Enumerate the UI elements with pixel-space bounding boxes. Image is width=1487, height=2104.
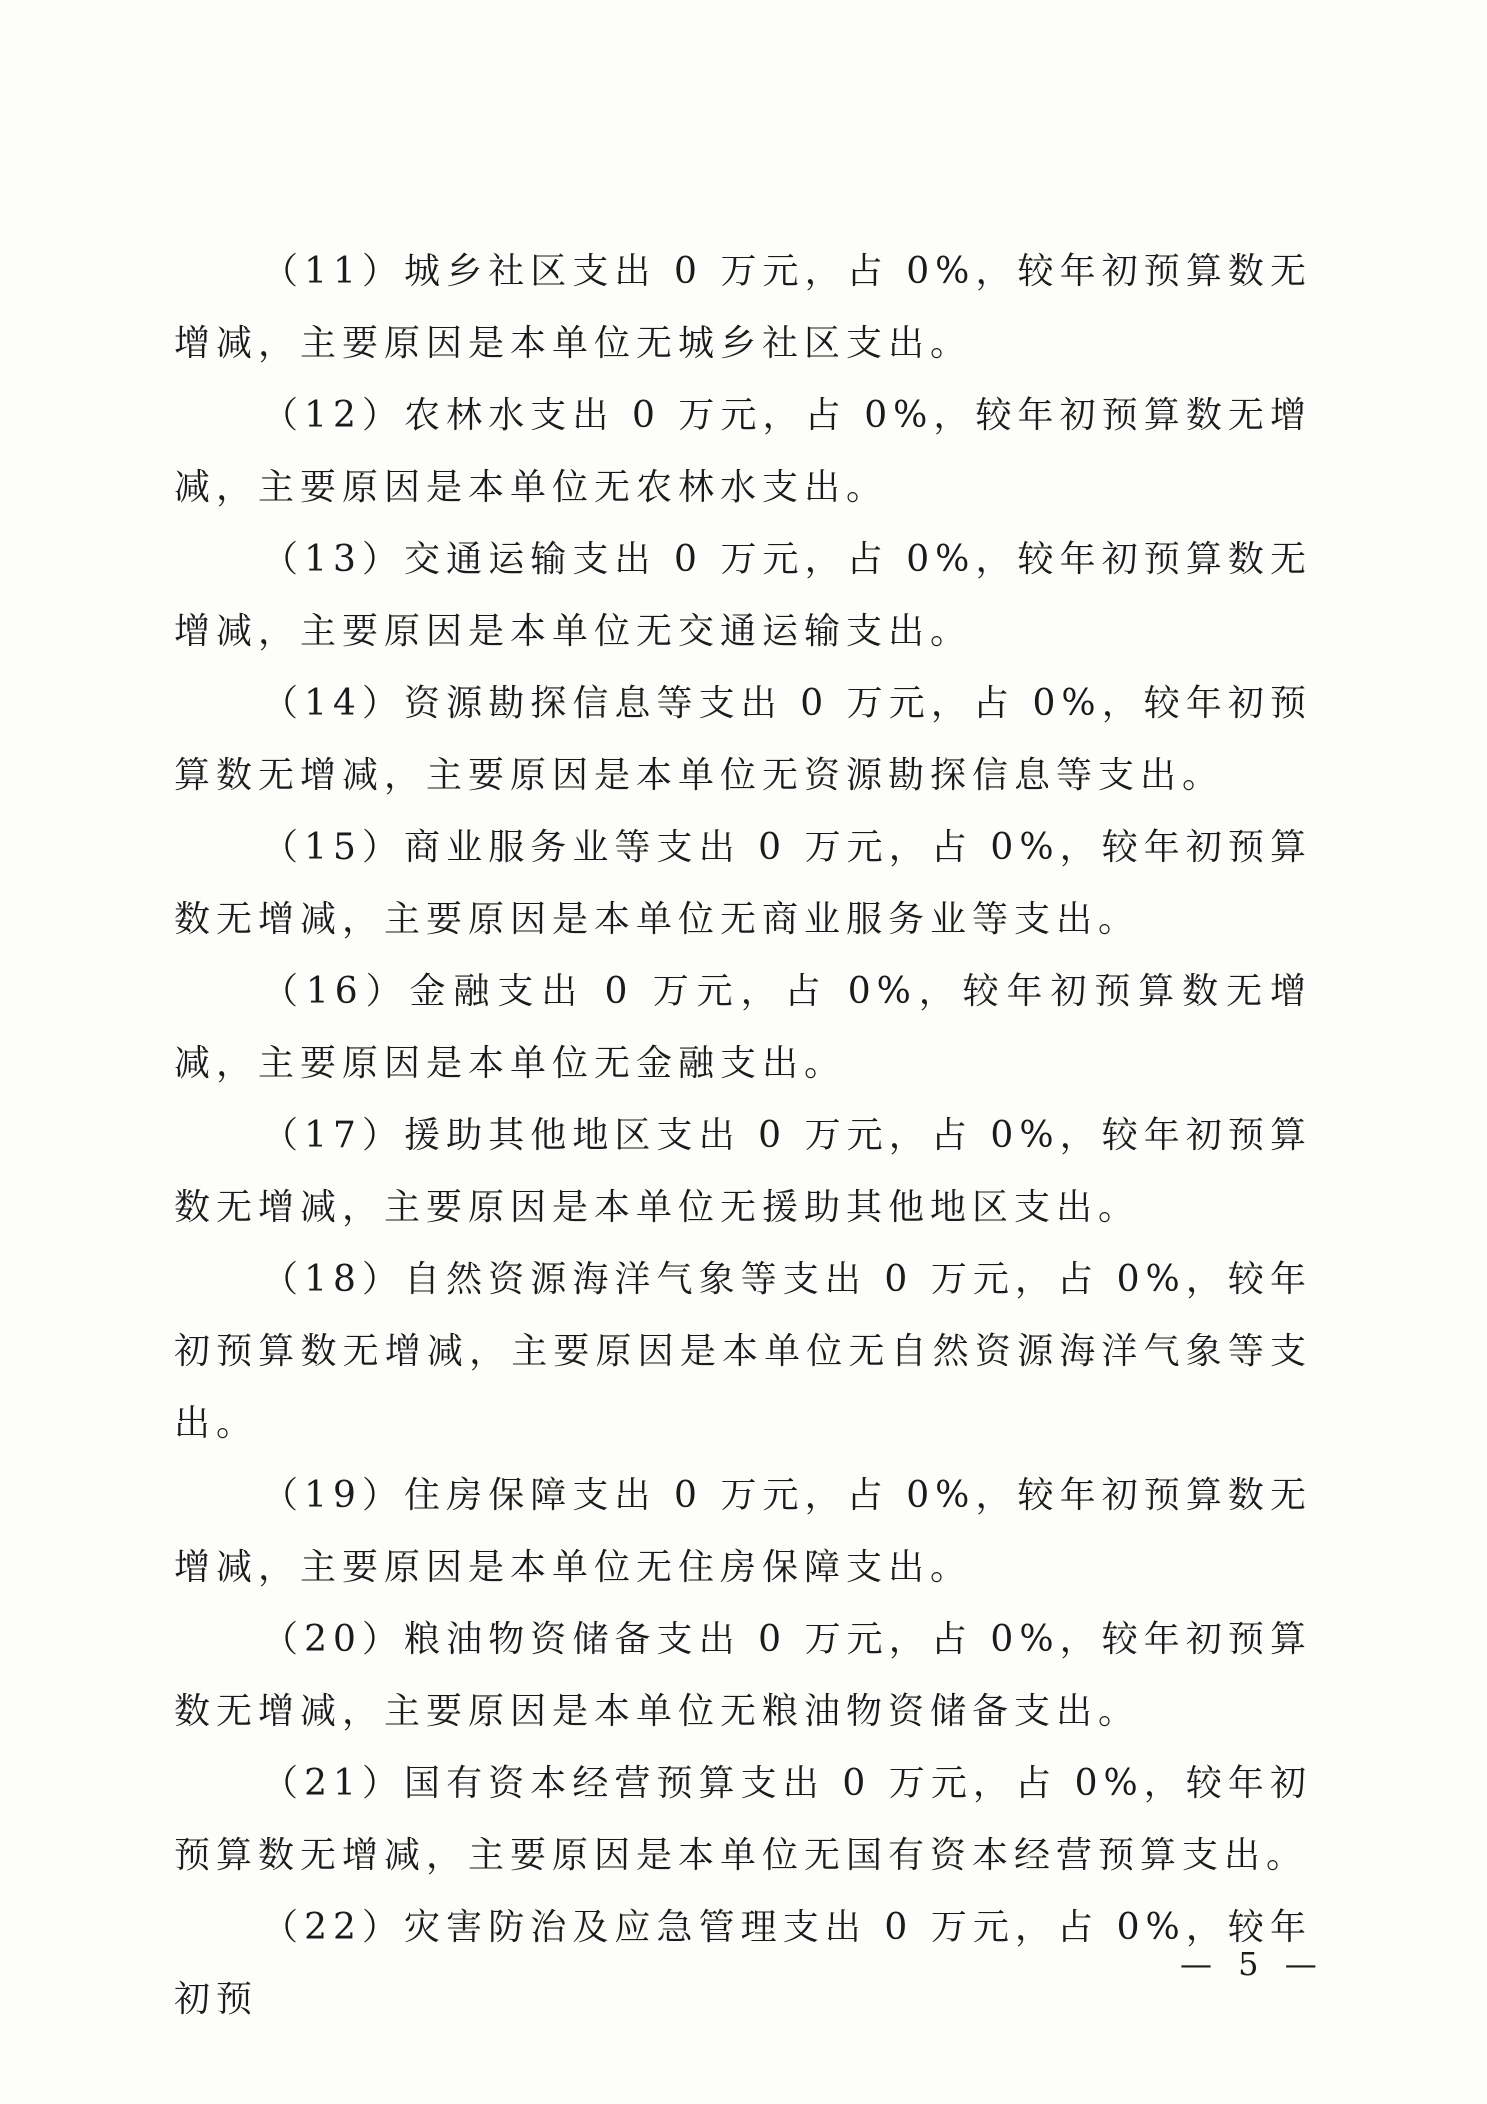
- paragraph-15: （15）商业服务业等支出 0 万元，占 0%，较年初预算数无增减，主要原因是本单位无商业服务业等支出。: [174, 827, 1312, 940]
- paragraph-14: （14）资源勘探信息等支出 0 万元，占 0%，较年初预算数无增减，主要原因是本单位无资源勘探信息等支出。: [174, 683, 1312, 796]
- body-text: [174, 236, 1312, 2036]
- paragraph-17: （17）援助其他地区支出 0 万元，占 0%，较年初预算数无增减，主要原因是本单位无援助其他地区支出。: [174, 1115, 1312, 1228]
- paragraph-16: （16）金融支出 0 万元，占 0%，较年初预算数无增减，主要原因是本单位无金融支出。: [174, 971, 1312, 1084]
- paragraph-12: （12）农林水支出 0 万元，占 0%，较年初预算数无增减，主要原因是本单位无农林水支出。: [174, 395, 1312, 508]
- paragraph-19: （19）住房保障支出 0 万元，占 0%，较年初预算数无增减，主要原因是本单位无住房保障支出。: [174, 1475, 1312, 1588]
- paragraph-21: （21）国有资本经营预算支出 0 万元，占 0%，较年初预算数无增减，主要原因是本单位无国有资本经营预算支出。: [174, 1763, 1312, 1876]
- paragraph-13: （13）交通运输支出 0 万元，占 0%，较年初预算数无增减，主要原因是本单位无交通运输支出。: [174, 539, 1312, 652]
- paragraph-22: （22）灾害防治及应急管理支出 0 万元，占 0%，较年初预: [174, 1907, 1312, 2020]
- paragraph-11: （11）城乡社区支出 0 万元，占 0%，较年初预算数无增减，主要原因是本单位无城乡社区支出。: [174, 251, 1312, 364]
- paragraph-20: （20）粮油物资储备支出 0 万元，占 0%，较年初预算数无增减，主要原因是本单位无粮油物资储备支出。: [174, 1619, 1312, 1732]
- page-number: — 5 —: [1180, 1945, 1325, 1983]
- paragraph-18: （18）自然资源海洋气象等支出 0 万元，占 0%，较年初预算数无增减，主要原因是本单位无自然资源海洋气象等支出。: [174, 1259, 1312, 1444]
